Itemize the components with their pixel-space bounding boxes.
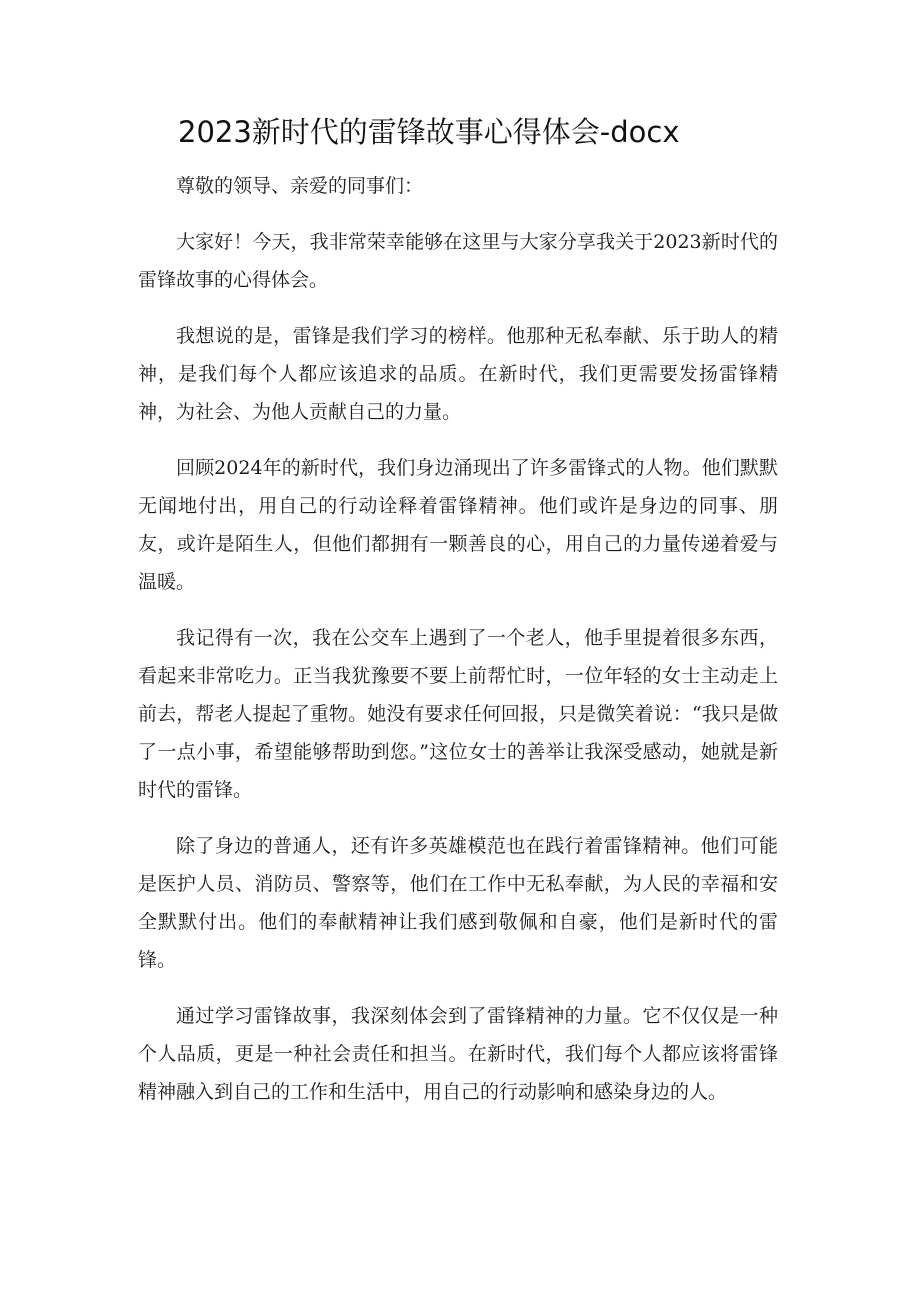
paragraph-bus-story: 我记得有一次，我在公交车上遇到了一个老人，他手里提着很多东西，看起来非常吃力。正当我犹豫要不要上前帮忙时，一位年轻的女士主动走上前去，帮老人提起了重物。她没有要求任何回报，只是微笑着说：“我只是做了一点小事，希望能够帮助到您。”这位女士的善举让我深受感动，她就是新时代的雷锋。 <box>138 627 778 801</box>
document-title: 2023新时代的雷锋故事心得体会-docx <box>178 115 680 149</box>
paragraph-greeting: 尊敬的领导、亲爱的同事们： <box>176 175 424 197</box>
paragraph-role-model: 我想说的是，雷锋是我们学习的榜样。他那种无私奉献、乐于助人的精神，是我们每个人都应该追求的品质。在新时代，我们更需要发扬雷锋精神，为社会、为他人贡献自己的力量。 <box>138 325 778 423</box>
paragraph-intro: 大家好！今天，我非常荣幸能够在这里与大家分享我关于2023新时代的雷锋故事的心得体会。 <box>138 231 778 291</box>
paragraph-conclusion: 通过学习雷锋故事，我深刻体会到了雷锋精神的力量。它不仅仅是一种个人品质，更是一种社会责任和担当。在新时代，我们每个人都应该将雷锋精神融入到自己的工作和生活中，用自己的行动影响和感染身边的人。 <box>138 1005 778 1103</box>
paragraph-review: 回顾2024年的新时代，我们身边涌现出了许多雷锋式的人物。他们默默无闻地付出，用自己的行动诠释着雷锋精神。他们或许是身边的同事、朋友，或许是陌生人，但他们都拥有一颗善良的心，用自己的力量传递着爱与温暖。 <box>138 457 778 593</box>
document-body <box>138 167 778 1129</box>
paragraph-heroes: 除了身边的普通人，还有许多英雄模范也在践行着雷锋精神。他们可能是医护人员、消防员、警察等，他们在工作中无私奉献，为人民的幸福和安全默默付出。他们的奉献精神让我们感到敬佩和自豪，他们是新时代的雷锋。 <box>138 835 778 971</box>
